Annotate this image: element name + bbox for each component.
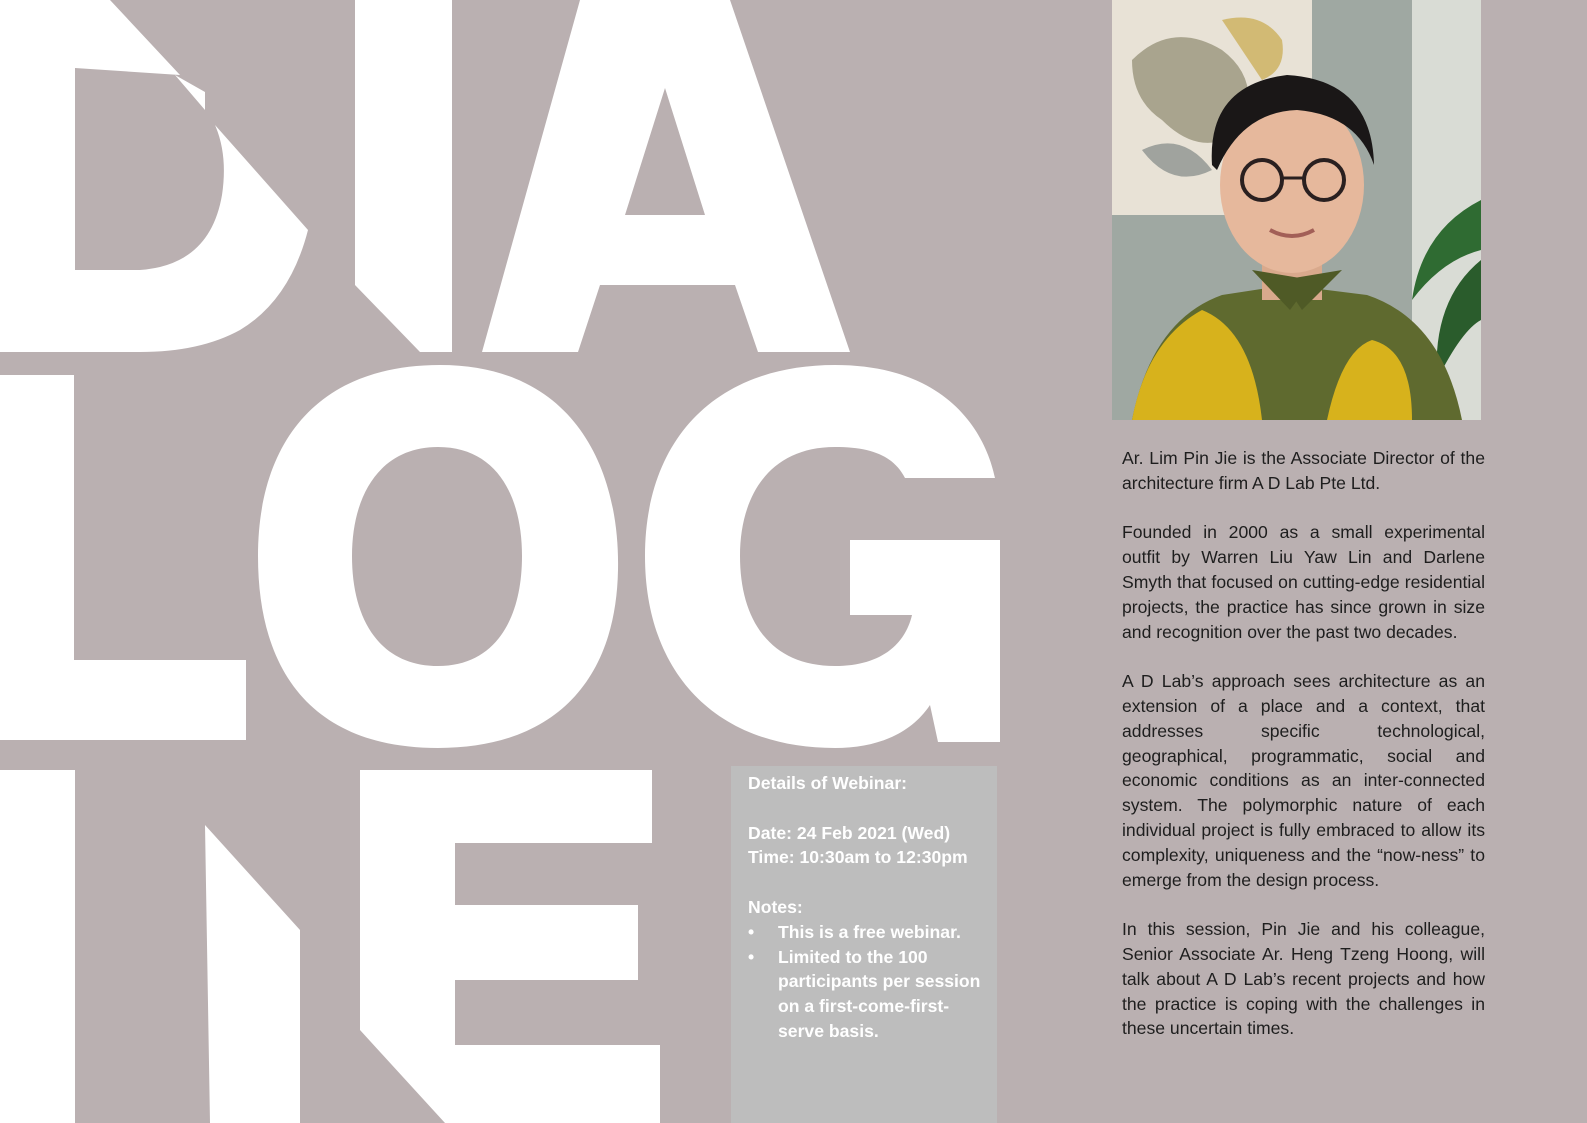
speaker-photo [1112,0,1481,420]
details-heading: Details of Webinar: [748,773,908,793]
letter-l [0,375,246,740]
webinar-time: Time: 10:30am to 12:30pm [748,847,968,868]
letter-g [645,365,1000,748]
letter-a [482,0,850,352]
list-item [748,945,987,1044]
letter-d [0,0,308,352]
letter-i [355,0,452,352]
bio-paragraph: A D Lab’s approach sees architecture as an extension of a place and a context, that addresses specific technological, geographical, programmatic, social and economic conditions as an inter-connected system. The polymorphic nature of each individual project is fully embraced to allow its complexity, uniqueness and the “now-ness” to emerge from the design process. [1122,671,1485,890]
notes-list [748,920,987,1044]
letter-o [258,365,618,748]
bullet-icon: • [748,921,755,942]
list-item [748,920,987,945]
bio-paragraph: Ar. Lim Pin Jie is the Associate Director of the architecture firm A D Lab Pte Ltd. [1122,448,1485,493]
speaker-bio [1122,446,1485,1066]
bullet-icon: • [748,946,755,967]
letter-e [360,770,660,1123]
webinar-details-box [731,766,997,1123]
note-text: This is a free webinar. [778,921,961,942]
letter-u [0,770,300,1123]
notes-heading: Notes: [748,896,803,917]
bio-paragraph: In this session, Pin Jie and his colleague, Senior Associate Ar. Heng Tzeng Hoong, will talk about A D Lab’s recent projects and how the practice is coping with the challenges in these uncertain times. [1122,919,1485,1039]
bio-paragraph: Founded in 2000 as a small experimental outfit by Warren Liu Yaw Lin and Darlene Smyth that focused on cutting-edge residential projects, the practice has since grown in size and recognition over the past two decades. [1122,522,1485,642]
note-text: Limited to the 100 participants per session on a first-come-first-serve basis. [778,946,981,1041]
webinar-date: Date: 24 Feb 2021 (Wed) [748,822,951,843]
